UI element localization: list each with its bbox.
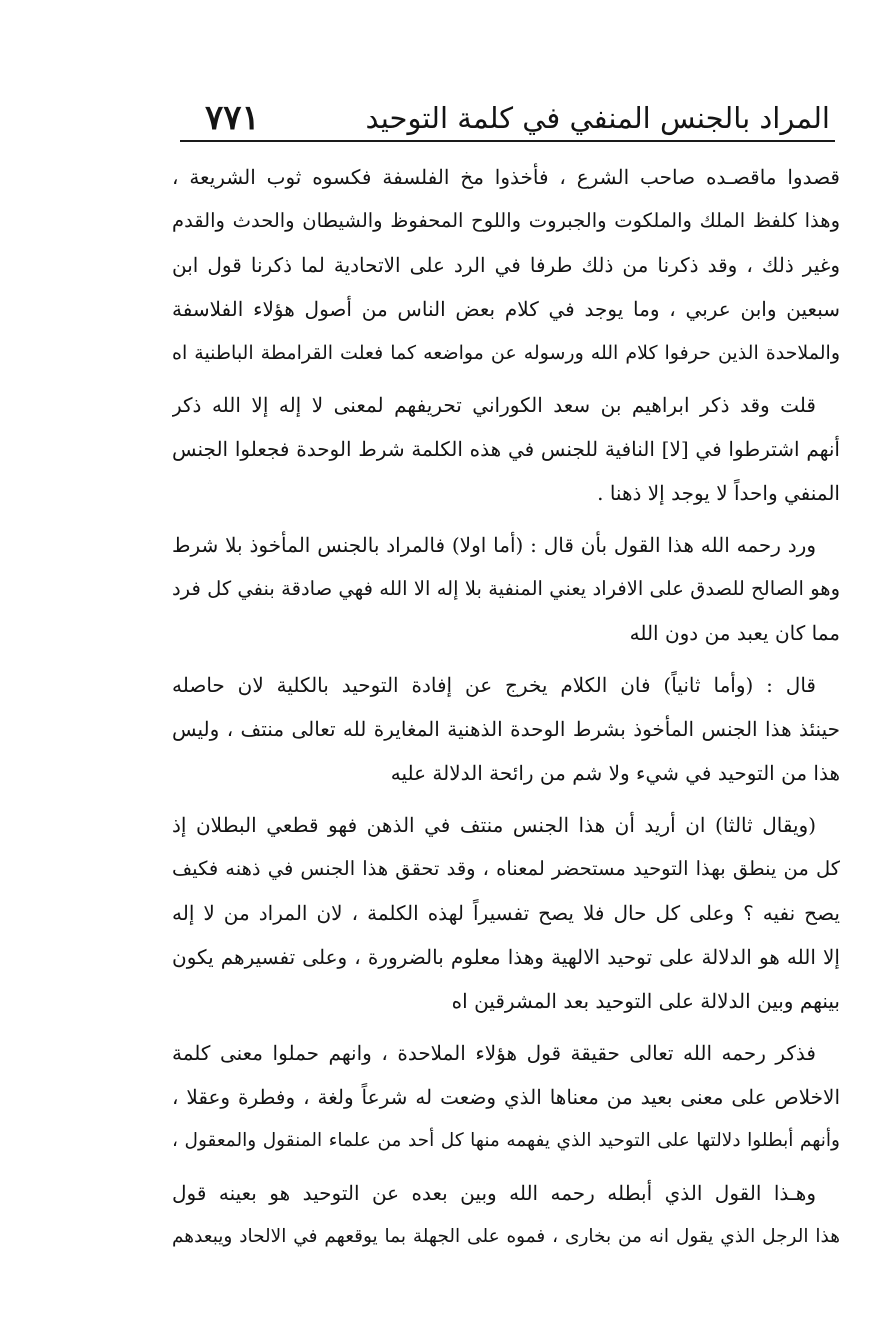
text-line: الاخلاص على معنى بعيد من معناها الذي وضعت له شرعاً ولغة ، وفطرة وعقلا ، xyxy=(172,1085,840,1109)
page-number: ٧٧١ xyxy=(205,98,260,138)
body-text xyxy=(172,155,840,1259)
text-line: وغير ذلك ، وقد ذكرنا من ذلك طرفا في الرد على الاتحادية لما ذكرنا قول ابن xyxy=(172,253,840,277)
text-line: ورد رحمه الله هذا القول بأن قال : (أما اولا) فالمراد بالجنس المأخوذ بلا شرط xyxy=(172,533,816,557)
text-line: هذا الرجل الذي يقول انه من بخارى ، فموه على الجهلة بما يوقعهم في الالحاد ويبعدهم xyxy=(172,1226,840,1247)
text-line: مما كان يعبد من دون الله xyxy=(629,621,840,645)
text-line: بينهم وبين الدلالة على التوحيد بعد المشرقين اه xyxy=(451,989,840,1013)
text-line: وأنهم أبطلوا دلالتها على التوحيد الذي يفهمه منها كل أحد من علماء المنقول والمعقول ، xyxy=(172,1130,840,1151)
text-line: المنفي واحداً لا يوجد إلا ذهنا . xyxy=(597,481,840,505)
text-line: أنهم اشترطوا في [لا] النافية للجنس في هذه الكلمة شرط الوحدة فجعلوا الجنس xyxy=(172,437,840,461)
text-line: هذا من التوحيد في شيء ولا شم من رائحة الدلالة عليه xyxy=(390,761,840,785)
text-line: يصح نفيه ؟ وعلى كل حال فلا يصح تفسيراً لهذه الكلمة ، لان المراد من لا إله xyxy=(172,901,840,925)
text-line: وهذا كلفظ الملك والملكوت والجبروت واللوح المحفوظ والشيطان والحدث والقدم xyxy=(172,209,840,232)
header-rule xyxy=(180,140,835,142)
page-header xyxy=(205,88,830,138)
text-line: سبعين وابن عربي ، وما يوجد في كلام بعض الناس من أصول هؤلاء الفلاسفة xyxy=(172,297,840,321)
text-line: قصدوا ماقصـده صاحب الشرع ، فأخذوا مخ الفلسفة فكسوه ثوب الشريعة ، xyxy=(172,165,840,189)
text-line: وهو الصالح للصدق على الافراد يعني المنفية بلا إله الا الله فهي صادقة بنفي كل فرد xyxy=(172,577,840,600)
text-line: والملاحدة الذين حرفوا كلام الله ورسوله عن مواضعه كما فعلت القرامطة الباطنية اه xyxy=(172,342,840,364)
text-line: وهـذا القول الذي أبطله رحمه الله وبين بعده عن التوحيد هو بعينه قول xyxy=(172,1181,816,1205)
running-title: المراد بالجنس المنفي في كلمة التوحيد xyxy=(365,101,830,135)
text-line: قلت وقد ذكر ابراهيم بن سعد الكوراني تحريفهم لمعنى لا إله إلا الله ذكر xyxy=(172,393,816,417)
text-line: حينئذ هذا الجنس المأخوذ بشرط الوحدة الذهنية المغايرة لله تعالى منتف ، وليس xyxy=(172,717,840,741)
text-line: فذكر رحمه الله تعالى حقيقة قول هؤلاء الملاحدة ، وانهم حملوا معنى كلمة xyxy=(172,1041,816,1065)
text-line: كل من ينطق بهذا التوحيد مستحضر لمعناه ، وقد تحقق هذا الجنس في ذهنه فكيف xyxy=(172,857,840,880)
text-line: (ويقال ثالثا) ان أريد أن هذا الجنس منتف في الذهن فهو قطعي البطلان إذ xyxy=(172,813,816,837)
text-line: إلا الله هو الدلالة على توحيد الالهية وهذا معلوم بالضرورة ، وعلى تفسيرهم يكون xyxy=(172,945,840,969)
text-line: قال : (وأما ثانياً) فان الكلام يخرج عن إفادة التوحيد بالكلية لان حاصله xyxy=(172,673,816,697)
